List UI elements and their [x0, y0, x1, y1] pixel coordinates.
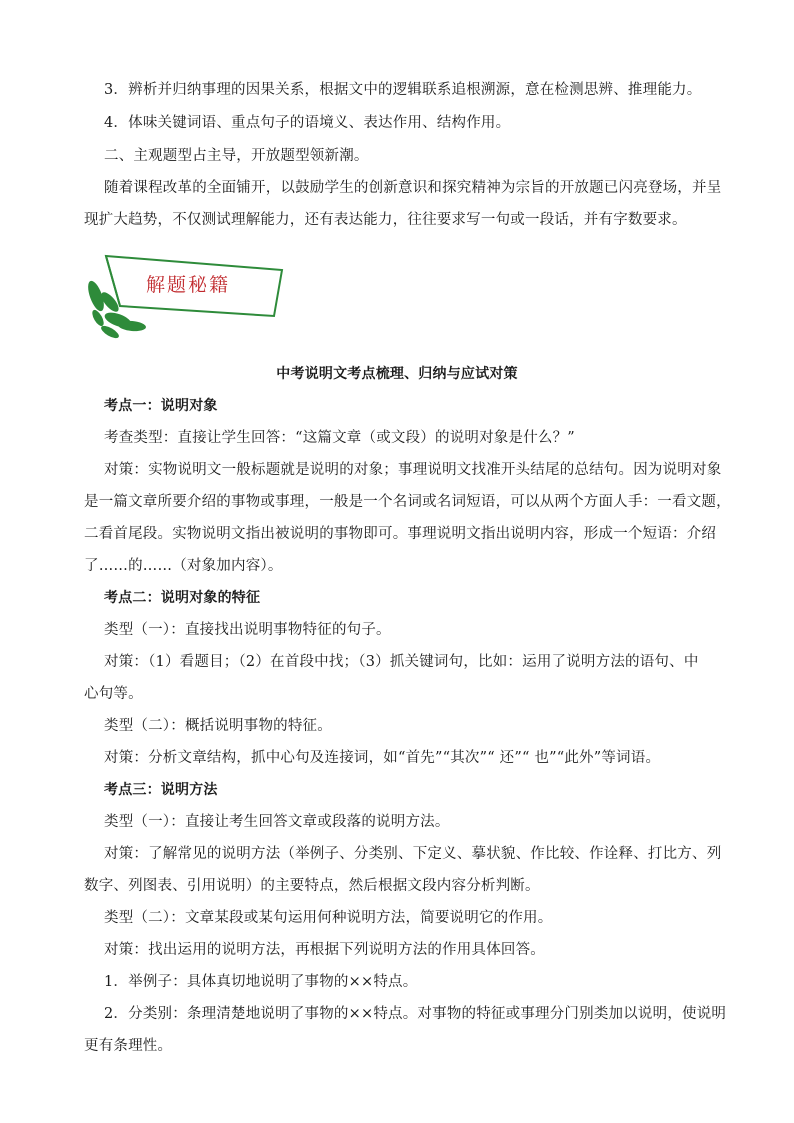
point3-type1: 类型（一）：直接让考生回答文章或段落的说明方法。 — [104, 814, 450, 830]
point2-type1: 类型（一）：直接找出说明事物特征的句子。 — [104, 622, 391, 638]
point2-strategy1-line1: 对策：（1）看题目；（2）在首段中找；（3）抓关键词句，比如：运用了说明方法的语句、中 — [104, 654, 699, 670]
intro-item-3: 3．辨析并归纳事理的因果关系，根据文中的逻辑联系追根溯源，意在检测思辨、推理能力。 — [104, 82, 702, 98]
point1-strategy-line2: 是一篇文章所要介绍的事物或事理，一般是一个名词或名词短语，可以从两个方面人手：一看文题， — [84, 494, 731, 510]
section-title: 中考说明文考点梳理、归纳与应试对策 — [276, 366, 518, 382]
point3-strategy1-line1: 对策：了解常见的说明方法（举例子、分类别、下定义、摹状貌、作比较、作诠释、打比方、列 — [104, 846, 722, 862]
point3-strategy1-line2: 数字、列图表、引用说明）的主要特点，然后根据文段内容分析判断。 — [84, 878, 540, 894]
point2-type2: 类型（二）：概括说明事物的特征。 — [104, 718, 332, 734]
point3-strategy2: 对策：找出运用的说明方法，再根据下列说明方法的作用具体回答。 — [104, 942, 545, 958]
point1-strategy-line1: 对策：实物说明文一般标题就是说明的对象；事理说明文找准开头结尾的总结句。因为说明对象 — [104, 462, 722, 478]
point2-strategy2: 对策：分析文章结构，抓中心句及连接词，如“首先”“其次”“ 还”“ 也”“此外”等词语。 — [104, 750, 661, 766]
point3-title: 考点三：说明方法 — [104, 782, 218, 798]
point1-title: 考点一：说明对象 — [104, 398, 218, 414]
point2-title: 考点二：说明对象的特征 — [104, 590, 261, 606]
intro-paragraph-line1: 随着课程改革的全面铺开，以鼓励学生的创新意识和探究精神为宗旨的开放题已闪亮登场，并呈 — [104, 180, 722, 196]
point3-type2: 类型（二）：文章某段或某句运用何种说明方法，简要说明它的作用。 — [104, 910, 553, 926]
method-example: 1．举例子：具体真切地说明了事物的××特点。 — [104, 974, 418, 990]
intro-heading-2: 二、主观题型占主导，开放题型领新潮。 — [104, 148, 369, 164]
banner-label: 解题秘籍 — [146, 274, 231, 296]
method-classification-line2: 更有条理性。 — [84, 1038, 173, 1054]
intro-item-4: 4．体味关键词语、重点句子的语境义、表达作用、结构作用。 — [104, 115, 511, 131]
point1-strategy-line3: 二看首尾段。实物说明文指出被说明的事物即可。事理说明文指出说明内容，形成一个短语：介绍 — [84, 526, 717, 542]
intro-paragraph-line2: 现扩大趋势，不仅测试理解能力，还有表达能力，往往要求写一句或一段话，并有字数要求。 — [84, 212, 687, 228]
point1-strategy-line4: 了……的……（对象加内容）。 — [84, 558, 283, 574]
point1-type: 考查类型：直接让学生回答：“这篇文章（或文段）的说明对象是什么？” — [104, 430, 575, 446]
method-classification-line1: 2．分类别：条理清楚地说明了事物的××特点。对事物的特征或事理分门别类加以说明，使说明 — [104, 1006, 727, 1022]
point2-strategy1-line2: 心句等。 — [84, 686, 143, 702]
